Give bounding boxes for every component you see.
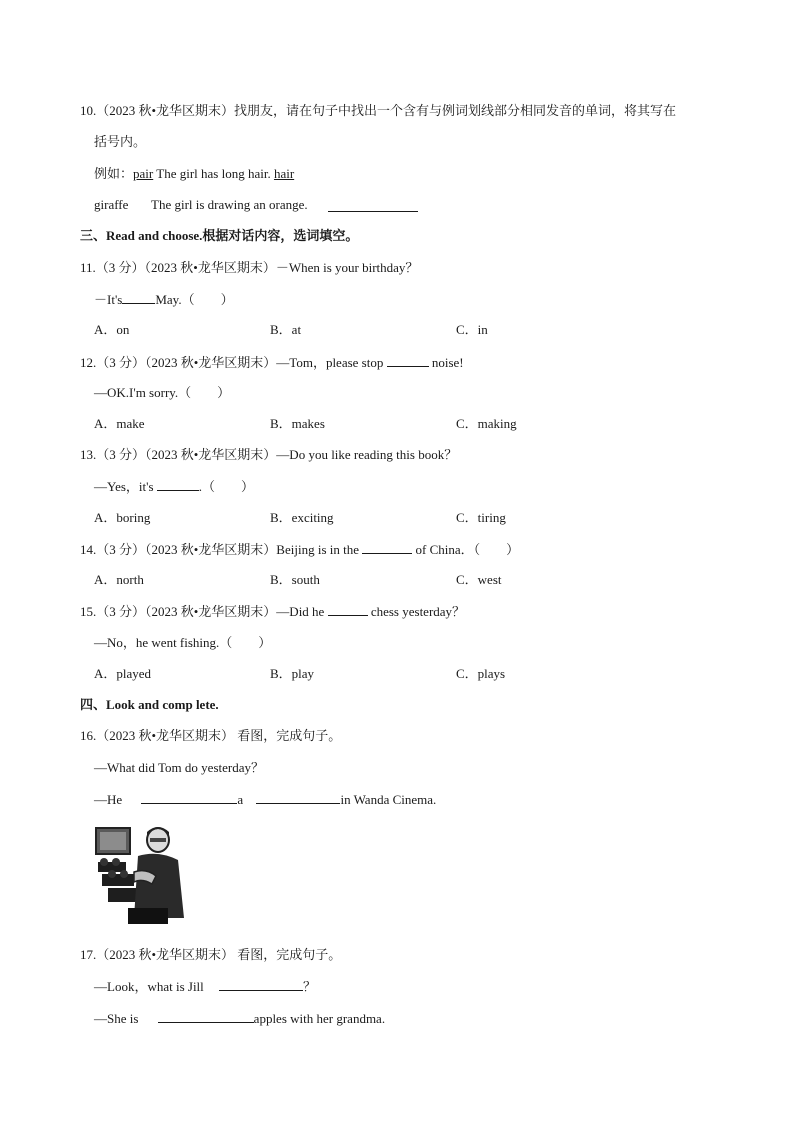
q12-line2: —OK.I'm sorry.（ ） <box>94 385 231 400</box>
q10-sentence: The girl is drawing an orange. <box>151 197 308 212</box>
q13-line2 <box>94 478 254 495</box>
q16-blank-2[interactable] <box>256 791 340 804</box>
q15-option-c[interactable]: C．plays <box>456 666 506 681</box>
q12-option-b[interactable]: B．makes <box>270 416 325 431</box>
q15-stem-pre: 15.（3 分）（2023 秋•龙华区期末）—Did he <box>80 604 328 619</box>
q13-option-a[interactable]: A．boring <box>94 510 151 525</box>
q10-example <box>94 166 294 182</box>
q12-stem-pre: 12.（3 分）（2023 秋•龙华区期末）—Tom，please stop <box>80 355 387 370</box>
q11-option-b[interactable]: B．at <box>270 322 302 337</box>
section3-title: 三、Read and choose.根据对话内容，选词填空。 <box>80 228 359 243</box>
q13-stem: 13.（3 分）（2023 秋•龙华区期末）—Do you like reading this book？ <box>80 447 458 462</box>
q16-blank-1[interactable] <box>141 791 237 804</box>
section4-title: 四、Look and comp lete. <box>80 697 219 712</box>
q15-stem <box>80 603 465 620</box>
example-answer: hair <box>273 166 295 181</box>
q13-option-c[interactable]: C．tiring <box>456 510 506 525</box>
example-sentence: The girl has long hair. <box>153 166 274 181</box>
q14-stem-post: of China．（ ） <box>412 542 520 557</box>
q12-blank[interactable] <box>387 354 429 367</box>
q16-line3-c: in Wanda Cinema. <box>340 792 437 807</box>
q17-line2-pre: —Look，what is Jill <box>94 979 204 994</box>
q14-blank[interactable] <box>362 541 412 554</box>
screen-image <box>100 832 126 850</box>
q10-line1: 10.（2023 秋•龙华区期末）找朋友，请在句子中找出一个含有与例词划线部分相同发音的单词，将其写在 <box>80 103 677 118</box>
q14-option-c[interactable]: C．west <box>456 572 502 587</box>
person-glasses <box>150 838 166 842</box>
q13-line2-pre: —Yes，it's <box>94 479 157 494</box>
seat-knob <box>108 870 116 878</box>
q11-option-c[interactable]: C．in <box>456 322 488 337</box>
q12-stem <box>80 354 464 371</box>
q14-option-a[interactable]: A．north <box>94 572 144 587</box>
seat-knob <box>100 858 108 866</box>
q17-blank-2[interactable] <box>158 1010 254 1023</box>
q17-line3-pre: —She is <box>94 1011 139 1026</box>
q16-line3-a: —He <box>94 792 123 807</box>
person-seat <box>128 908 168 924</box>
q10-answer-blank[interactable] <box>328 199 418 212</box>
q15-option-b[interactable]: B．play <box>270 666 315 681</box>
q17-line2 <box>94 978 316 995</box>
q16-line3-b: a <box>237 792 244 807</box>
q13-option-b[interactable]: B．exciting <box>270 510 334 525</box>
q11-line2 <box>94 291 234 308</box>
q15-stem-post: chess yesterday？ <box>367 604 466 619</box>
q11-stem: 11.（3 分）（2023 秋•龙华区期末）－When is your birthday？ <box>80 260 419 275</box>
example-word: pair <box>133 166 154 181</box>
q17-line3-post: apples with her grandma. <box>253 1011 386 1026</box>
q15-blank[interactable] <box>328 603 368 616</box>
q10-word: giraffe <box>94 197 129 212</box>
q14-stem <box>80 541 519 558</box>
q13-line2-post: .（ ） <box>198 479 255 494</box>
q17-line2-post: ？ <box>303 979 317 994</box>
seat-knob <box>112 858 120 866</box>
q11-line2-post: May.（ ） <box>155 292 234 307</box>
q11-line2-pre: －It's <box>94 292 123 307</box>
q10-line2: 括号内。 <box>94 134 147 149</box>
q17-line3 <box>94 1010 385 1027</box>
q11-blank[interactable] <box>122 291 155 304</box>
q15-line2: —No，he went fishing.（ ） <box>94 635 272 650</box>
q12-option-a[interactable]: A．make <box>94 416 145 431</box>
q12-option-c[interactable]: C．making <box>456 416 517 431</box>
q11-option-a[interactable]: A．on <box>94 322 130 337</box>
q16-stem: 16.（2023 秋•龙华区期末） 看图，完成句子。 <box>80 728 342 743</box>
q16-line3 <box>94 791 436 808</box>
q14-stem-pre: 14.（3 分）（2023 秋•龙华区期末）Beijing is in the <box>80 542 363 557</box>
q16-line2: —What did Tom do yesterday？ <box>94 760 264 775</box>
q12-stem-post: noise! <box>428 355 464 370</box>
q17-stem: 17.（2023 秋•龙华区期末） 看图，完成句子。 <box>80 947 342 962</box>
seat-knob <box>120 870 128 878</box>
q17-blank-1[interactable] <box>219 978 303 991</box>
q15-option-a[interactable]: A．played <box>94 666 152 681</box>
q14-option-b[interactable]: B．south <box>270 572 320 587</box>
example-prefix: 例如： <box>94 166 134 181</box>
cinema-picture <box>94 822 186 926</box>
q13-blank[interactable] <box>157 478 199 491</box>
seats-shape <box>98 862 138 902</box>
